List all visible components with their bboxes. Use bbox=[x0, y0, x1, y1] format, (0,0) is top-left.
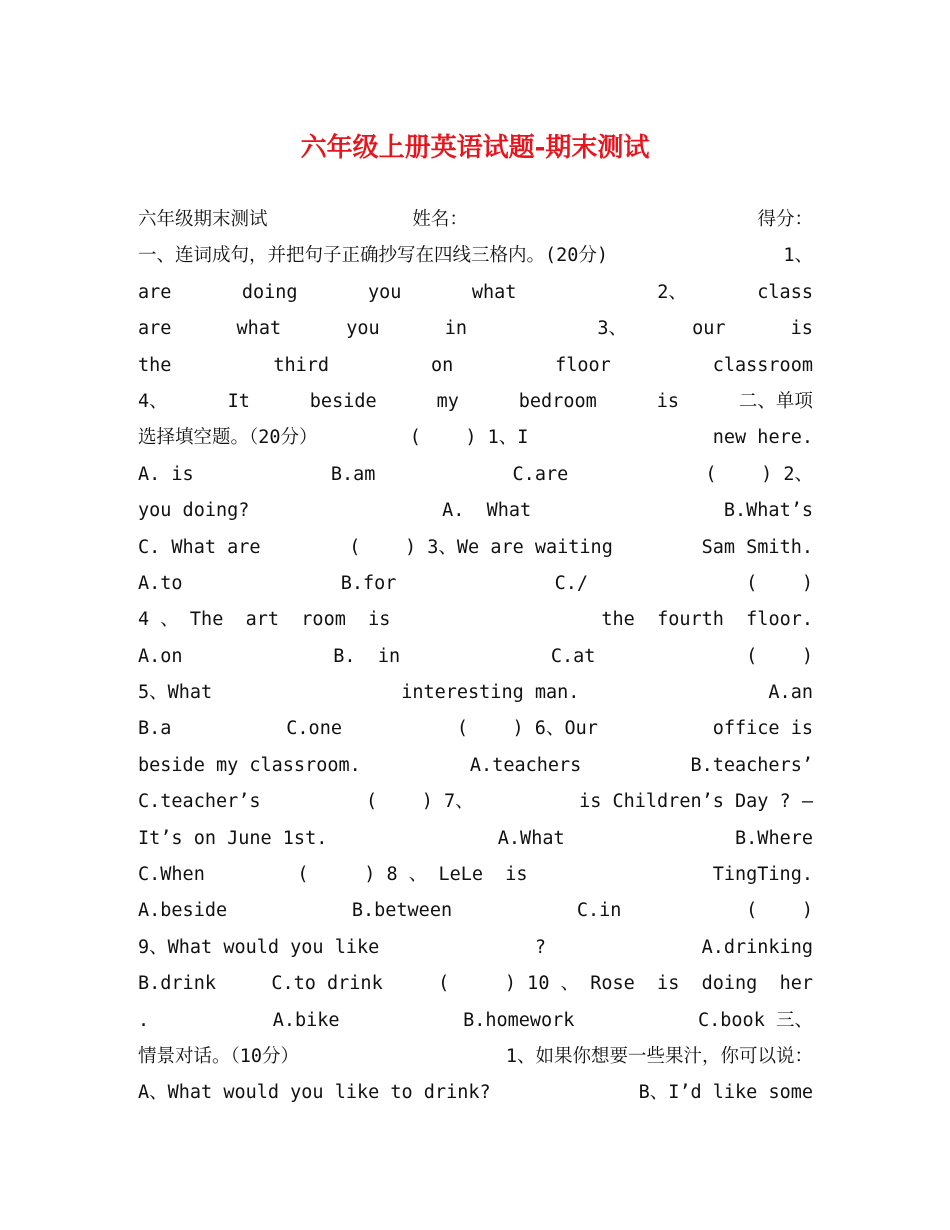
text-segment: It’s on June 1st. bbox=[138, 827, 328, 849]
text-segment: is Children’s Day ? — bbox=[579, 791, 813, 813]
text-segment: A.beside bbox=[138, 900, 228, 922]
text-segment: C./ bbox=[554, 572, 588, 594]
text-segment: C.to drink bbox=[271, 973, 383, 995]
text-segment: on bbox=[430, 354, 454, 376]
text-segment: It bbox=[227, 390, 250, 412]
text-segment: ( ) 1、I bbox=[409, 427, 529, 449]
text-line bbox=[138, 530, 813, 566]
text-line bbox=[138, 348, 813, 384]
text-segment: A.an bbox=[768, 682, 813, 704]
text-segment: interesting man. bbox=[401, 682, 580, 704]
text-segment: B.drink bbox=[138, 973, 216, 995]
text-segment: what bbox=[471, 281, 517, 303]
text-segment: A.drinking bbox=[701, 936, 813, 958]
text-segment: 5、What bbox=[138, 682, 213, 704]
text-segment: C.book 三、 bbox=[698, 1009, 813, 1031]
text-segment: A. is bbox=[138, 463, 194, 485]
text-segment: is bbox=[790, 318, 813, 340]
text-line bbox=[138, 930, 813, 966]
text-line bbox=[138, 275, 813, 311]
text-segment: are bbox=[138, 281, 172, 303]
text-segment: classroom bbox=[712, 354, 813, 376]
text-segment: C. What are bbox=[138, 536, 261, 558]
text-line bbox=[138, 893, 813, 929]
text-line bbox=[138, 311, 813, 347]
text-segment: A. What bbox=[442, 500, 532, 522]
text-line bbox=[138, 639, 813, 675]
text-segment: ( ) bbox=[746, 572, 813, 594]
text-segment: 情景对话。（10分） bbox=[138, 1045, 300, 1067]
text-line bbox=[138, 202, 813, 238]
text-line bbox=[138, 420, 813, 456]
text-segment: ( ) 2、 bbox=[705, 463, 813, 485]
text-segment: B.homework bbox=[463, 1009, 575, 1031]
text-line bbox=[138, 493, 813, 529]
text-segment: B.Where bbox=[735, 827, 813, 849]
text-segment: 一、连词成句，并把句子正确抄写在四线三格内。(20分) bbox=[138, 245, 609, 267]
text-segment: what bbox=[236, 318, 282, 340]
text-segment: beside my classroom. bbox=[138, 754, 361, 776]
text-segment: C.When bbox=[138, 864, 205, 886]
text-segment: C.teacher’s bbox=[138, 791, 261, 813]
text-segment: ? bbox=[534, 936, 546, 958]
text-segment: A.to bbox=[138, 572, 183, 594]
text-line bbox=[138, 784, 813, 820]
text-segment: A.teachers bbox=[469, 754, 582, 776]
text-segment: ( ) bbox=[746, 645, 813, 667]
text-segment: Sam Smith. bbox=[701, 536, 813, 558]
text-segment: B. in bbox=[333, 645, 401, 667]
text-line bbox=[138, 457, 813, 493]
text-segment: B.am bbox=[330, 463, 376, 485]
text-segment: is bbox=[656, 390, 679, 412]
text-segment: new here. bbox=[712, 427, 813, 449]
text-segment: 六年级期末测试 bbox=[138, 209, 268, 230]
text-segment: 4、 bbox=[138, 390, 168, 412]
text-segment: the fourth floor. bbox=[601, 609, 813, 631]
text-line bbox=[138, 857, 813, 893]
text-line bbox=[138, 238, 813, 274]
text-line bbox=[138, 711, 813, 747]
text-segment: doing bbox=[241, 281, 298, 303]
text-line bbox=[138, 821, 813, 857]
text-segment: office is bbox=[712, 718, 813, 740]
text-segment: ( ) 3、We are waiting bbox=[349, 536, 613, 558]
text-line bbox=[138, 1003, 813, 1039]
text-segment: A.What bbox=[497, 827, 565, 849]
text-segment: C.are bbox=[512, 463, 569, 485]
text-segment: 4 、 The art room is bbox=[138, 609, 391, 631]
text-segment: B.teachers’ bbox=[690, 754, 813, 776]
text-segment: B.for bbox=[340, 572, 397, 594]
text-line bbox=[138, 1039, 813, 1075]
text-segment: A、What would you like to drink? bbox=[138, 1082, 491, 1104]
text-segment: 3、 bbox=[597, 318, 627, 340]
text-segment: ( ) 6、Our bbox=[456, 718, 598, 740]
text-segment: ( ) 8 、 LeLe is bbox=[297, 864, 528, 886]
text-segment: are bbox=[138, 318, 172, 340]
text-segment: in bbox=[444, 318, 468, 340]
text-segment: my bbox=[436, 390, 459, 412]
document-title: 六年级上册英语试题-期末测试 bbox=[300, 133, 650, 163]
text-segment: . bbox=[138, 1009, 150, 1031]
text-segment: 选择填空题。（20分） bbox=[138, 427, 318, 449]
text-segment: C.in bbox=[576, 900, 622, 922]
text-line bbox=[138, 1075, 813, 1111]
text-segment: 姓名： bbox=[412, 209, 468, 230]
text-segment: A.bike bbox=[272, 1009, 340, 1031]
text-segment: beside bbox=[309, 390, 377, 412]
text-segment: the bbox=[138, 354, 172, 376]
text-segment: floor bbox=[555, 354, 611, 376]
text-segment: TingTing. bbox=[712, 864, 813, 886]
text-segment: 1、如果你想要一些果汁，你可以说： bbox=[505, 1045, 813, 1067]
text-line bbox=[138, 566, 813, 602]
text-segment: A.on bbox=[138, 645, 183, 667]
text-segment: you doing? bbox=[138, 500, 250, 522]
text-segment: class bbox=[757, 281, 813, 303]
text-segment: bedroom bbox=[518, 390, 597, 412]
text-segment: 得分： bbox=[757, 209, 813, 230]
text-segment: B、I’d like some bbox=[638, 1082, 813, 1104]
text-line bbox=[138, 675, 813, 711]
text-segment: 9、What would you like bbox=[138, 936, 380, 958]
text-segment: 2、 bbox=[657, 281, 687, 303]
text-line bbox=[138, 748, 813, 784]
text-line bbox=[138, 602, 813, 638]
text-segment: B.a bbox=[138, 718, 172, 740]
text-segment: 二、单项 bbox=[738, 390, 813, 412]
text-segment: ( ) bbox=[746, 900, 813, 922]
text-segment: third bbox=[273, 354, 330, 376]
text-segment: our bbox=[692, 318, 726, 340]
text-segment: B.What’s bbox=[723, 500, 813, 522]
text-segment: B.between bbox=[351, 900, 453, 922]
text-line bbox=[138, 384, 813, 420]
text-segment: you bbox=[346, 318, 380, 340]
text-line bbox=[138, 966, 813, 1002]
exam-body bbox=[138, 202, 813, 1112]
text-segment: C.at bbox=[550, 645, 596, 667]
text-segment: ( ) 7、 bbox=[366, 791, 474, 813]
text-segment: you bbox=[367, 281, 402, 303]
text-segment: ( ) 10 、 Rose is doing her bbox=[438, 973, 813, 995]
text-segment: C.one bbox=[286, 718, 342, 740]
text-segment: 1、 bbox=[783, 245, 813, 267]
